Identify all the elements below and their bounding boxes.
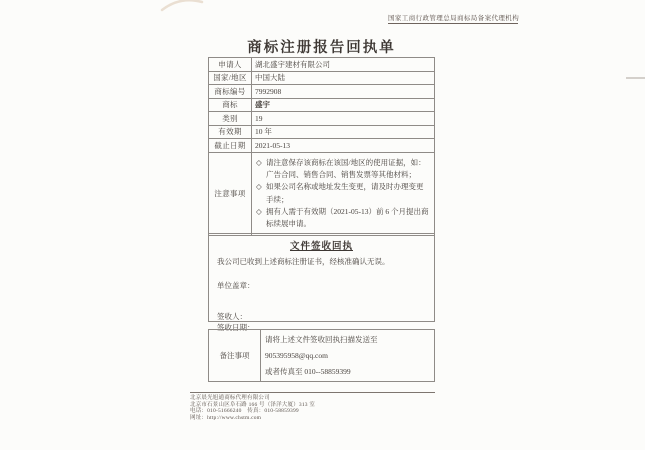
company-seal-label: 单位盖章：: [217, 281, 255, 290]
scan-artifact-curve: [158, 0, 218, 20]
row-value: 19: [252, 112, 435, 126]
row-label: 申请人: [209, 58, 252, 72]
note-item: [256, 181, 429, 206]
table-row-class: [209, 112, 435, 126]
note-item: [256, 157, 429, 182]
receipt-statement: 我公司已收到上述商标注册证书，经核准确认无误。: [217, 257, 390, 266]
diamond-bullet-icon: ◇: [256, 207, 262, 216]
row-value: 中国大陆: [252, 71, 435, 85]
agency-phone-fax: 电话：010-51666240 传真：010-58859399: [190, 408, 299, 415]
note-item: [256, 206, 429, 231]
receipt-section-title: 文件签收回执: [289, 242, 353, 252]
remarks-line-fax: 或者传真至 010--58859399: [265, 366, 351, 376]
row-label: 类别: [209, 112, 252, 126]
row-label: 截止日期: [209, 139, 252, 153]
row-value: 2021-05-13: [252, 139, 435, 153]
remarks-label: 备注事项: [209, 330, 261, 382]
table-row-notes: [209, 152, 435, 235]
row-label: 商标: [209, 98, 252, 112]
table-row-validity: [209, 125, 435, 139]
scan-artifact-dash: [626, 77, 645, 79]
table-row-deadline: [209, 139, 435, 153]
row-label: 商标编号: [209, 85, 252, 99]
diamond-bullet-icon: ◇: [256, 182, 262, 192]
note-text: 请注意保存该商标在该国/地区的使用证据，如：广告合同、销售合同、销售发票等其他材料；: [266, 157, 426, 179]
remarks-table: [208, 329, 435, 382]
note-text: 拥有人需于有效期（2021-05-13）前 6 个月提出商标续展申请。: [266, 207, 429, 229]
table-row-applicant: [209, 58, 435, 72]
table-row-country: [209, 71, 435, 85]
table-row-trademark-name: [209, 98, 435, 112]
row-value: 湖北盛宇建材有限公司: [252, 58, 435, 72]
document-receipt-section: [208, 233, 435, 333]
document-title: 商标注册报告回执单: [247, 40, 396, 56]
remarks-row: [209, 330, 435, 382]
row-value: 10 年: [252, 125, 435, 139]
diamond-bullet-icon: ◇: [256, 157, 262, 167]
note-text: 如果公司名称或地址发生变更，请及时办理变更手续；: [266, 182, 424, 204]
row-value: 7992908: [252, 85, 435, 99]
row-label: 有效期: [209, 125, 252, 139]
sign-date-label: 签收日期：: [217, 323, 255, 333]
remarks-lines: [265, 332, 430, 379]
agency-company-name: 北京晨光旭通商标代理有限公司: [190, 395, 270, 401]
row-label: 注意事项: [209, 152, 252, 235]
row-label: 国家/地区: [209, 71, 252, 85]
notes-cell: [252, 152, 435, 235]
agency-address: 北京市石景山区阜石路 166 号（泽洋大厦）313 室: [190, 401, 316, 408]
agency-website: 网址：http://www.chstm.com: [190, 414, 262, 421]
agency-registration-line: 国家工商行政管理总局商标局备案代理机构: [388, 15, 520, 22]
trademark-info-table: [208, 57, 435, 236]
remarks-content: [261, 330, 435, 382]
agency-footer: [190, 392, 435, 421]
trademark-name-value: 盛宇: [252, 98, 435, 112]
remarks-line-email: 请将上述文件签收回执扫描发送至 905395958@qq.com: [265, 335, 378, 360]
table-row-trademark-number: [209, 85, 435, 99]
signer-label: 签收人：: [217, 312, 247, 321]
